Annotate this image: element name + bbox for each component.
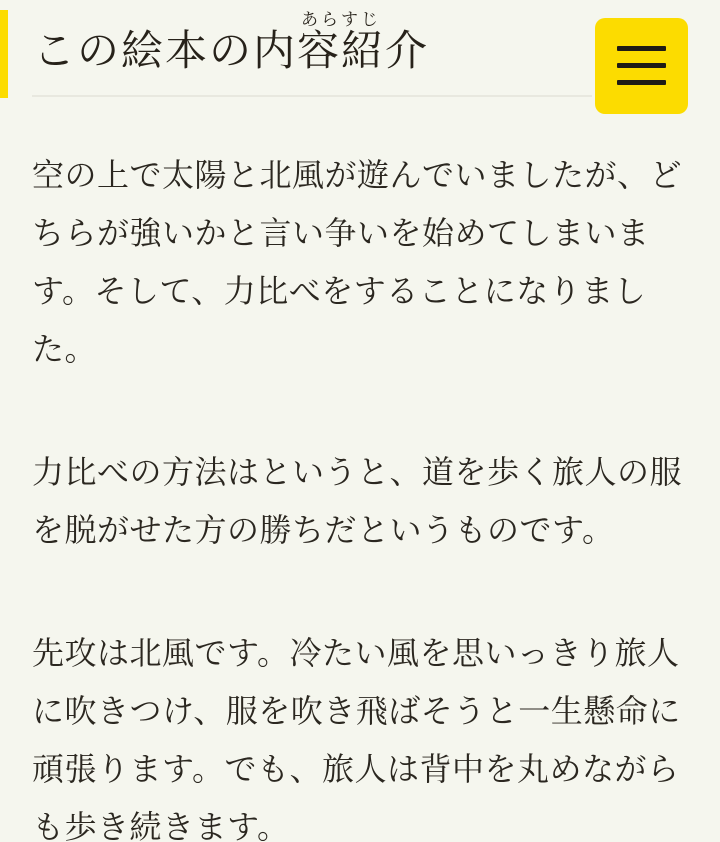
synopsis-paragraph: 先攻は北風です。冷たい風を思いっきり旅人に吹きつけ、服を吹き飛ばそうと一生懸命に頑張ります。でも、旅人は背中を丸めながらも歩き続きます。 <box>32 635 681 842</box>
hamburger-icon <box>617 46 666 85</box>
hamburger-menu-button[interactable] <box>595 18 688 114</box>
header-divider <box>32 95 592 97</box>
page-title <box>33 0 429 72</box>
page-title-prefix: この絵本の <box>33 27 254 74</box>
page-title-furigana: あらすじ <box>253 10 430 29</box>
hamburger-bar <box>617 46 666 51</box>
synopsis-section <box>0 97 720 842</box>
synopsis-paragraph: 力比べの方法はというと、道を歩く旅人の服を脱がせた方の勝ちだというものです。 <box>32 454 683 548</box>
page-title-ruby-base: 内容紹介 <box>253 27 430 74</box>
page-title-ruby <box>253 10 430 74</box>
title-accent-bar <box>0 10 8 98</box>
synopsis-paragraph: 空の上で太陽と北風が遊んでいましたが、どちらが強いかと言い争いを始めてしまいます。そして、力比べをすることになりました。 <box>32 157 683 367</box>
hamburger-bar <box>617 63 666 68</box>
hamburger-bar <box>617 80 666 85</box>
header <box>0 0 720 97</box>
